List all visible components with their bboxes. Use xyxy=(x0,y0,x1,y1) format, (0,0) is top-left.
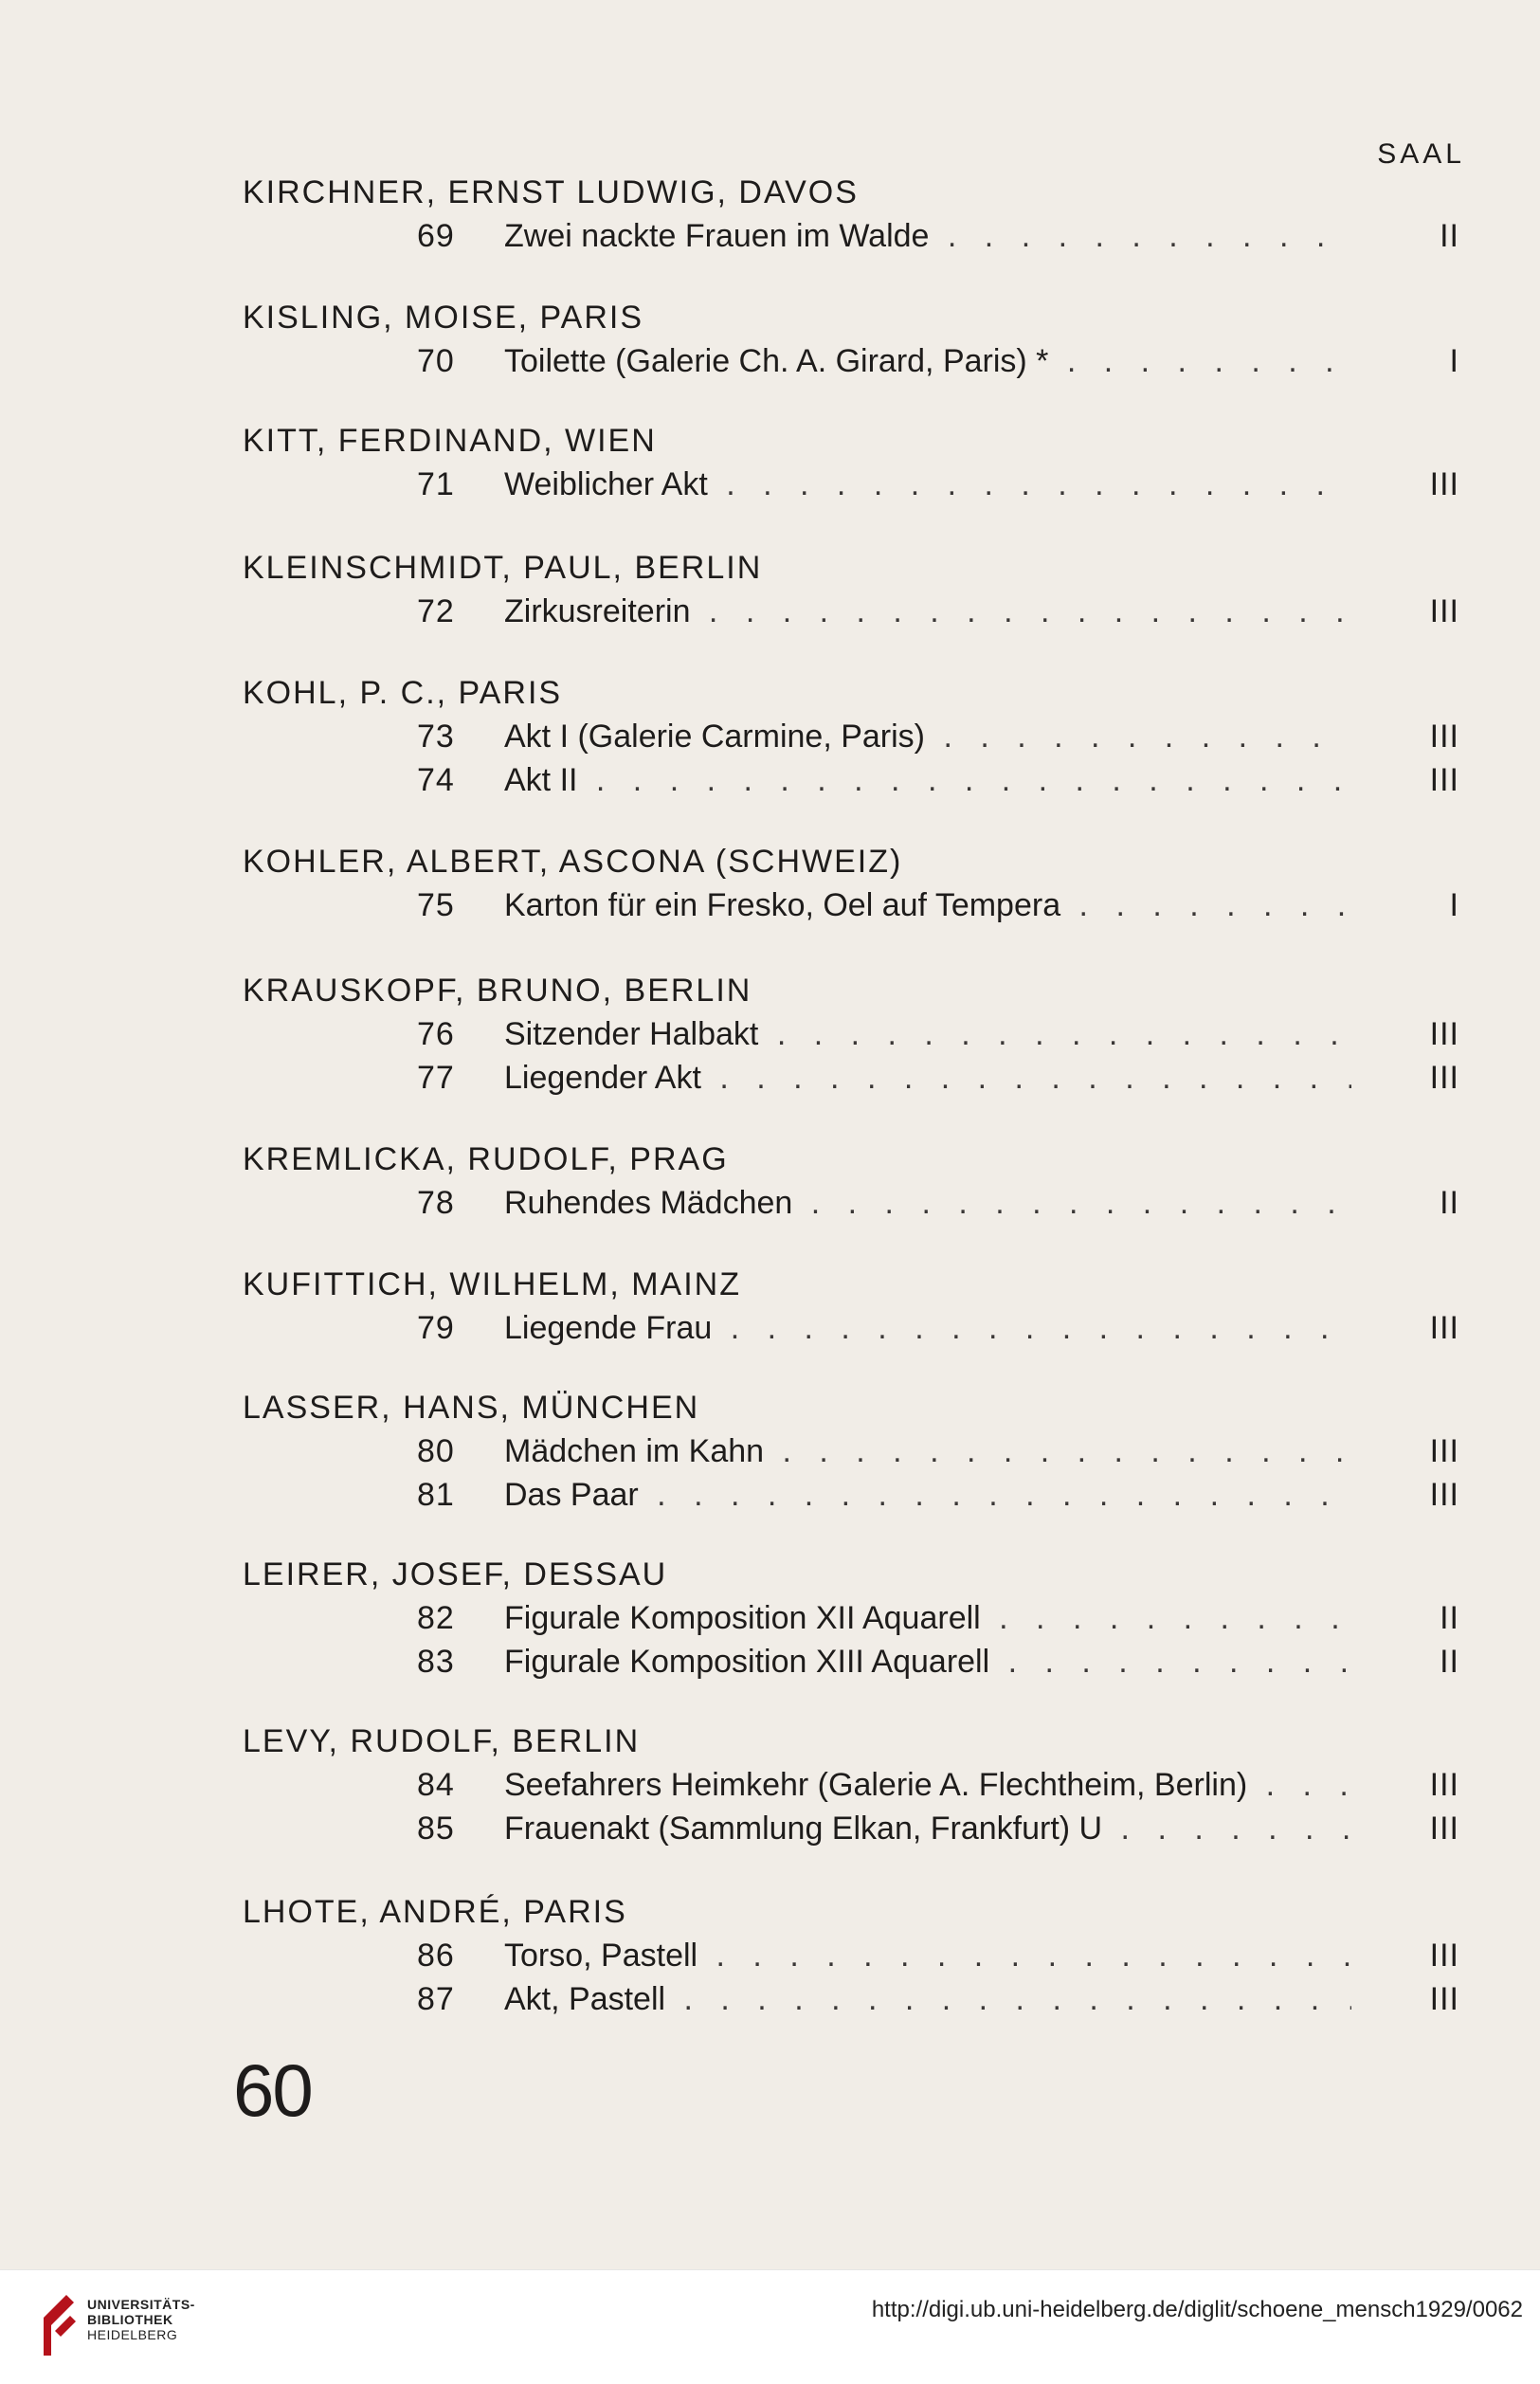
artist-entry xyxy=(243,1386,1465,1517)
work-saal: III xyxy=(1429,1938,1459,1974)
work-row xyxy=(243,883,1465,927)
work-number: 79 xyxy=(417,1310,455,1346)
artist-name: LHOTE, ANDRÉ, PARIS xyxy=(243,1894,627,1930)
artist-entry xyxy=(243,671,1465,802)
work-title: Weiblicher Akt . . . xyxy=(504,463,1351,506)
work-number: 82 xyxy=(417,1600,455,1636)
work-title: Zwei nackte Frauen im Walde . . . xyxy=(504,214,1351,258)
work-number: 73 xyxy=(417,719,455,755)
work-number: 69 xyxy=(417,218,455,254)
work-number: 84 xyxy=(417,1767,455,1803)
work-row xyxy=(243,1181,1465,1225)
work-number: 86 xyxy=(417,1938,455,1974)
work-row xyxy=(243,1807,1465,1850)
work-saal: III xyxy=(1429,1767,1459,1803)
work-title: Figurale Komposition XII Aquarell . . . xyxy=(504,1596,1351,1640)
work-number: 76 xyxy=(417,1016,455,1052)
work-row xyxy=(243,715,1465,758)
work-row xyxy=(243,1056,1465,1100)
work-title: Das Paar . . . xyxy=(504,1473,1351,1517)
artist-entry xyxy=(243,1263,1465,1350)
work-saal: III xyxy=(1429,1060,1459,1096)
source-url-link[interactable]: http://digi.ub.uni-heidelberg.de/diglit/schoene_mensch1929/0062 xyxy=(871,2297,1523,2322)
work-row xyxy=(243,1977,1465,2021)
artist-name: LEIRER, JOSEF, DESSAU xyxy=(243,1556,668,1592)
library-name-line2: BIBLIOTHEK xyxy=(87,2312,173,2327)
work-saal: II xyxy=(1440,1600,1459,1636)
artist-name: KISLING, MOISE, PARIS xyxy=(243,300,644,336)
work-row xyxy=(243,1640,1465,1683)
work-saal: II xyxy=(1440,218,1459,254)
work-number: 71 xyxy=(417,466,455,502)
page-number: 60 xyxy=(233,2048,312,2132)
library-name xyxy=(87,2297,195,2342)
work-saal: III xyxy=(1429,762,1459,798)
work-row xyxy=(243,758,1465,802)
work-title: Ruhendes Mädchen . . . xyxy=(504,1181,1351,1225)
work-row xyxy=(243,1306,1465,1350)
work-title: Zirkusreiterin . . . xyxy=(504,590,1351,633)
work-row xyxy=(243,1012,1465,1056)
work-number: 81 xyxy=(417,1477,455,1513)
work-row xyxy=(243,463,1465,506)
work-saal: III xyxy=(1429,1477,1459,1513)
work-saal: III xyxy=(1429,1811,1459,1847)
library-logo-icon xyxy=(38,2289,80,2361)
work-saal: I xyxy=(1449,887,1459,923)
work-number: 72 xyxy=(417,593,455,629)
work-saal: III xyxy=(1429,1433,1459,1469)
work-number: 77 xyxy=(417,1060,455,1096)
work-title: Toilette (Galerie Ch. A. Girard, Paris) * . . . xyxy=(504,339,1351,383)
catalog-list xyxy=(243,133,1465,2021)
artist-name: LEVY, RUDOLF, BERLIN xyxy=(243,1723,641,1759)
work-title: Akt I (Galerie Carmine, Paris) . . . xyxy=(504,715,1351,758)
work-saal: II xyxy=(1440,1185,1459,1221)
work-title: Figurale Komposition XIII Aquarell . . . xyxy=(504,1640,1351,1683)
work-row xyxy=(243,1596,1465,1640)
work-number: 74 xyxy=(417,762,455,798)
work-title: Karton für ein Fresko, Oel auf Tempera . . . xyxy=(504,883,1351,927)
artist-name: KIRCHNER, ERNST LUDWIG, DAVOS xyxy=(243,174,859,210)
work-number: 80 xyxy=(417,1433,455,1469)
artist-name: KLEINSCHMIDT, PAUL, BERLIN xyxy=(243,550,763,586)
library-footer xyxy=(0,2269,1540,2384)
work-row xyxy=(243,1429,1465,1473)
work-row xyxy=(243,1934,1465,1977)
work-row xyxy=(243,590,1465,633)
work-saal: III xyxy=(1429,1981,1459,2017)
work-title: Mädchen im Kahn . . . xyxy=(504,1429,1351,1473)
artist-entry xyxy=(243,546,1465,633)
work-title: Liegende Frau . . . xyxy=(504,1306,1351,1350)
work-title: Frauenakt (Sammlung Elkan, Frankfurt) U . . . xyxy=(504,1807,1351,1850)
work-saal: III xyxy=(1429,466,1459,502)
work-row xyxy=(243,1473,1465,1517)
artist-name: KREMLICKA, RUDOLF, PRAG xyxy=(243,1141,729,1177)
work-row xyxy=(243,1763,1465,1807)
artist-name: KITT, FERDINAND, WIEN xyxy=(243,423,657,459)
work-saal: I xyxy=(1449,343,1459,379)
work-title: Sitzender Halbakt . . . xyxy=(504,1012,1351,1056)
work-saal: III xyxy=(1429,593,1459,629)
work-number: 83 xyxy=(417,1644,455,1680)
artist-entry xyxy=(243,296,1465,383)
work-number: 87 xyxy=(417,1981,455,2017)
work-number: 78 xyxy=(417,1185,455,1221)
artist-entries xyxy=(243,171,1465,2021)
artist-entry xyxy=(243,1137,1465,1225)
artist-entry xyxy=(243,1720,1465,1850)
artist-name: KUFITTICH, WILHELM, MAINZ xyxy=(243,1266,741,1302)
work-title: Akt II . . . xyxy=(504,758,1351,802)
work-title: Akt, Pastell . . . xyxy=(504,1977,1351,2021)
work-number: 75 xyxy=(417,887,455,923)
work-title: Liegender Akt . . . xyxy=(504,1056,1351,1100)
work-number: 85 xyxy=(417,1811,455,1847)
artist-name: KOHL, P. C., PARIS xyxy=(243,675,563,711)
library-name-line3: HEIDELBERG xyxy=(87,2327,178,2342)
artist-entry xyxy=(243,840,1465,927)
work-saal: III xyxy=(1429,1310,1459,1346)
library-name-line1: UNIVERSITÄTS- xyxy=(87,2297,195,2312)
work-row xyxy=(243,339,1465,383)
artist-entry xyxy=(243,419,1465,506)
artist-entry xyxy=(243,1553,1465,1683)
artist-name: KOHLER, ALBERT, ASCONA (SCHWEIZ) xyxy=(243,844,903,880)
artist-name: LASSER, HANS, MÜNCHEN xyxy=(243,1390,700,1426)
artist-entry xyxy=(243,969,1465,1100)
work-saal: III xyxy=(1429,1016,1459,1052)
work-saal: II xyxy=(1440,1644,1459,1680)
artist-entry xyxy=(243,171,1465,258)
work-number: 70 xyxy=(417,343,455,379)
work-title: Seefahrers Heimkehr (Galerie A. Flechtheim, Berlin) . . . xyxy=(504,1763,1351,1807)
work-title: Torso, Pastell . . . xyxy=(504,1934,1351,1977)
artist-entry xyxy=(243,1890,1465,2021)
work-saal: III xyxy=(1429,719,1459,755)
work-row xyxy=(243,214,1465,258)
saal-column-header: SAAL xyxy=(1377,138,1465,170)
artist-name: KRAUSKOPF, BRUNO, BERLIN xyxy=(243,973,752,1009)
